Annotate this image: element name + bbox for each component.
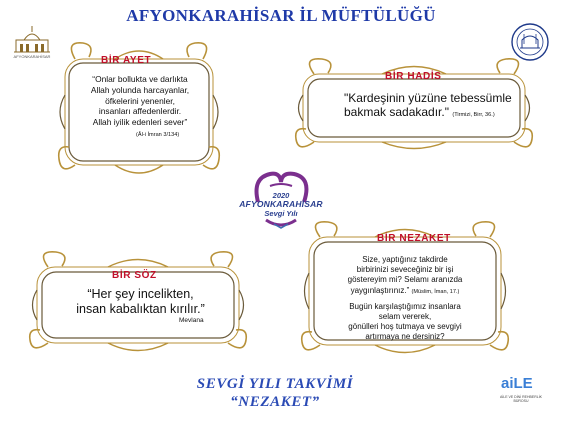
nezaket-line: birbirinizi seveceğiniz bir işi [356,265,454,275]
hadis-reference: (Tirmizi, Birr, 36.) [452,112,495,118]
soz-line: “Her şey incelikten, [87,287,194,301]
nezaket-label: BİR NEZAKET [377,233,451,244]
page-title: AFYONKARAHİSAR İL MÜFTÜLÜĞÜ [126,6,436,25]
logo-city: AFYONKARAHİSAR [239,199,323,209]
aile-logo-caption: AİLE VE DİNİ REHBERLİK BÜROSU [499,395,542,403]
nezaket-line-text: yaygınlaştırınız.” [350,285,410,295]
ayet-line: “Onlar bollukta ve darlıkta [92,74,188,84]
mosque-building-logo [12,22,52,66]
ayet-reference: (Âl-i İmran 3/134) [136,132,180,138]
footer-title: SEVGİ YILI TAKVİMİ [196,376,354,392]
nezaket-line: Bugün karşılaştığımız insanlara [349,301,461,311]
soz-quote [58,287,223,316]
hadis-line: "Kardeşinin yüzüne tebessümle [344,91,512,105]
nezaket-reference: (Müslim, İman, 17.) [411,288,460,295]
logo-slogan: Sevgi Yılı [264,209,298,218]
nezaket-line: artırmaya ne dersiniz? [365,332,445,342]
ayet-line: öfkelerini yenenler, [105,95,175,106]
ayet-line: Allah yolunda harcayanlar, [90,84,190,95]
ayet-quote [70,74,210,128]
footer-subtitle: “NEZAKET” [230,394,320,410]
aile-logo [499,375,543,405]
hadis-line [344,105,534,122]
hadis-label: BİR HADİS [385,71,442,82]
nezaket-line: Size, yaptığınız takdirde [362,255,448,264]
nezaket-line: göstereyim mi? Selamı aranızda [347,275,463,285]
nezaket-line: gönülleri hoş tutmaya ve sevgiyi [348,322,462,332]
aile-logo-word: aiLE [501,375,533,392]
nezaket-line: selam vererek, [378,312,432,322]
logo-year: 2020 [272,191,290,200]
soz-author: Mevlana [179,317,204,324]
hadis-quote [344,91,534,122]
ayet-label: BİR AYET [101,55,152,66]
ayet-line: insanları affedenlerdir. [98,106,182,117]
nezaket-text [320,255,490,343]
hadis-line-text: bakmak sadakadır." [344,105,449,119]
left-logo-caption: AFYONKARAHİSAR [13,54,51,59]
ayet-line: Allah iyilik edenleri sever” [92,117,188,128]
soz-label: BİR SÖZ [112,270,157,281]
nezaket-line [320,286,490,297]
soz-line: insan kabalıktan kırılır.” [76,301,205,316]
